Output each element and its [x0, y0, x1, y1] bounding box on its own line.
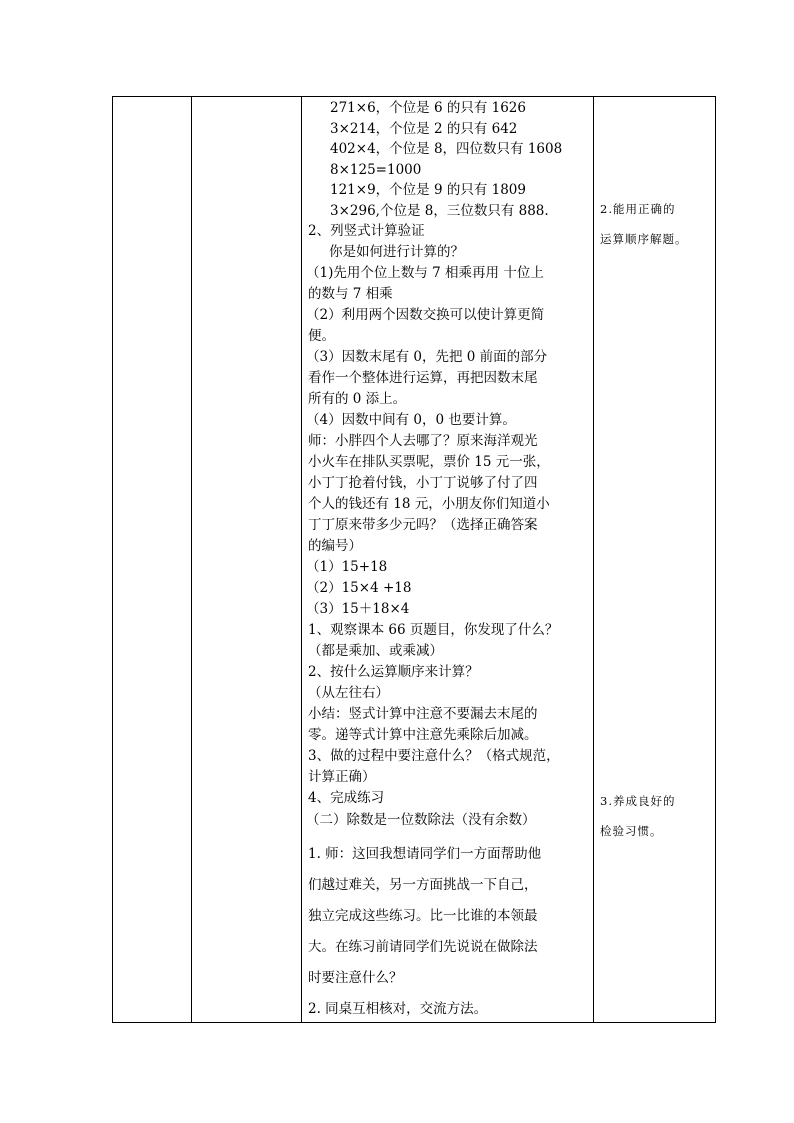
text-line: 2、按什么运算顺序来计算？ — [308, 664, 479, 680]
text-line: 独立完成这些练习。比一比谁的本领最 — [308, 908, 538, 924]
text-line: 4、完成练习 — [308, 790, 385, 806]
text-line: 师：小胖四个人去哪了？原来海洋观光 — [308, 433, 538, 449]
text-line: 计算正确） — [308, 769, 376, 785]
teaching-goals-cell — [593, 97, 715, 1022]
text-line: （从左往右） — [308, 685, 389, 701]
text-line: 1. 师：这回我想请同学们一方面帮助他 — [308, 846, 542, 862]
text-line: 个人的钱还有 18 元，小朋友你们知道小 — [308, 496, 550, 512]
text-line: 2. 同桌互相核对，交流方法。 — [308, 1001, 488, 1017]
column-divider — [301, 97, 302, 1022]
text-line: 的编号） — [308, 538, 362, 554]
text-line: （二）除数是一位数除法（没有余数） — [306, 812, 536, 828]
text-line: （都是乘加、或乘减） — [308, 643, 443, 659]
text-line: （2）15×4 +18 — [306, 580, 412, 596]
lesson-plan-table — [112, 96, 716, 1023]
text-line: 271×6，个位是 6 的只有 1626 — [330, 100, 526, 116]
text-line: 1、观察课本 66 页题目，你发现了什么？ — [308, 622, 559, 638]
text-line: 3、做的过程中要注意什么？（格式规范， — [308, 748, 560, 764]
text-line: 小丁丁抢着付钱，小丁丁说够了付了四 — [308, 475, 538, 491]
text-line: 8×125=1000 — [330, 162, 422, 178]
text-line: （3）因数末尾有 0，先把 0 前面的部分 — [306, 349, 548, 365]
text-line: 小火车在排队买票呢，票价 15 元一张， — [308, 454, 550, 470]
text-line: （1)先用个位上数与 7 相乘再用 十位上 — [306, 265, 544, 281]
text-line: 2、列竖式计算验证 — [308, 223, 425, 239]
goal-line: 运算顺序解题。 — [600, 232, 688, 246]
goal-line: 2.能用正确的 — [600, 202, 676, 216]
text-line: 丁丁原来带多少元吗？（选择正确答案 — [308, 517, 538, 533]
text-line: 看作一个整体进行运算，再把因数末尾 — [308, 370, 538, 386]
text-line: 便。 — [308, 328, 335, 344]
text-line: 所有的 0 添上。 — [308, 391, 407, 407]
text-line: 的数与 7 相乘 — [308, 286, 393, 302]
goal-line: 3.养成良好的 — [600, 794, 676, 808]
text-line: （1）15+18 — [306, 559, 388, 575]
text-line: 小结：竖式计算中注意不要漏去末尾的 — [308, 706, 538, 722]
text-line: 时要注意什么？ — [308, 970, 403, 986]
text-line: 3×296,个位是 8，三位数只有 888. — [330, 203, 549, 219]
text-line: 402×4，个位是 8，四位数只有 1608 — [330, 141, 563, 157]
text-line: 零。递等式计算中注意先乘除后加减。 — [308, 727, 538, 743]
text-line: 121×9，个位是 9 的只有 1809 — [330, 182, 526, 198]
text-line: 大。在练习前请同学们先说说在做除法 — [308, 939, 538, 955]
text-line: 3×214，个位是 2 的只有 642 — [330, 121, 518, 137]
column-divider — [191, 97, 192, 1022]
text-line: 你是如何进行计算的？ — [329, 244, 464, 260]
text-line: 们越过难关，另一方面挑战一下自己， — [308, 877, 538, 893]
teaching-process-cell — [303, 97, 593, 1022]
text-line: （2）利用两个因数交换可以使计算更简 — [306, 307, 545, 323]
goal-line: 检验习惯。 — [600, 824, 663, 838]
text-line: （3）15＋18×4 — [306, 601, 410, 617]
text-line: （4）因数中间有 0，0 也要计算。 — [306, 412, 516, 428]
